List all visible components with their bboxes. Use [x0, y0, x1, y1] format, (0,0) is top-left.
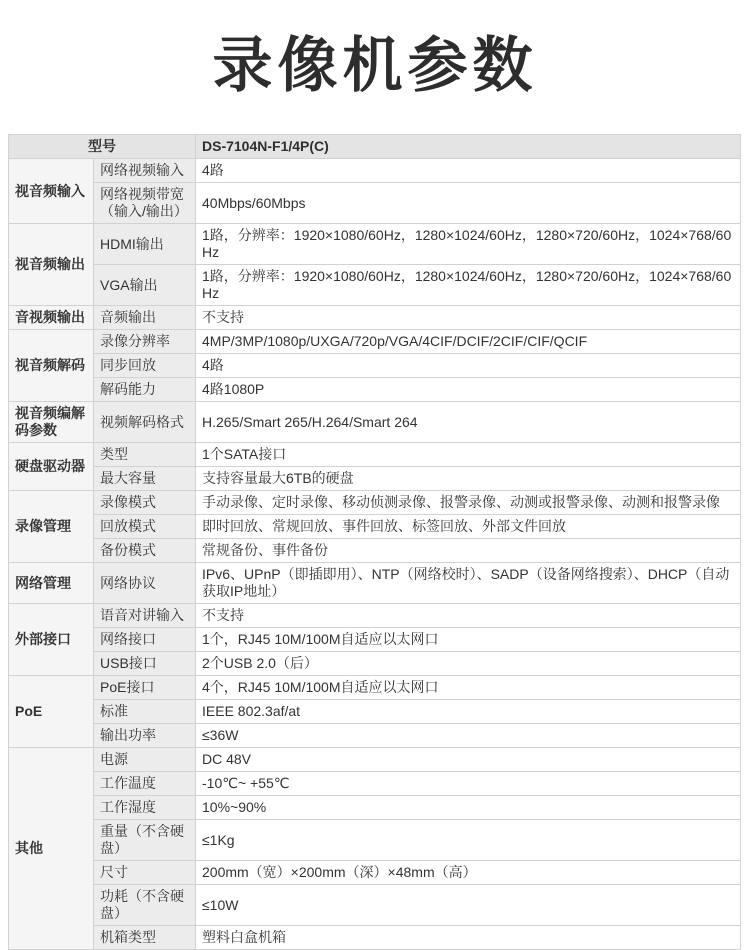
model-label: 型号 — [9, 135, 196, 159]
param-value: ≤10W — [196, 885, 741, 926]
param-label: 网络视频输入 — [94, 159, 196, 183]
table-row — [9, 796, 741, 820]
param-value: 40Mbps/60Mbps — [196, 183, 741, 224]
table-row — [9, 265, 741, 306]
table-row — [9, 628, 741, 652]
param-value: IEEE 802.3af/at — [196, 700, 741, 724]
table-row — [9, 926, 741, 950]
param-label: PoE接口 — [94, 676, 196, 700]
param-label: 最大容量 — [94, 467, 196, 491]
table-row — [9, 563, 741, 604]
param-label: 网络接口 — [94, 628, 196, 652]
table-row — [9, 159, 741, 183]
model-value: DS-7104N-F1/4P(C) — [196, 135, 741, 159]
param-label: 解码能力 — [94, 378, 196, 402]
param-value: IPv6、UPnP（即插即用）、NTP（网络校时）、SADP（设备网络搜索）、DHCP（自动获取IP地址） — [196, 563, 741, 604]
param-value: 10%~90% — [196, 796, 741, 820]
param-label: 尺寸 — [94, 861, 196, 885]
spec-table — [8, 134, 741, 950]
page-title: 录像机参数 — [212, 32, 538, 99]
param-label: 输出功率 — [94, 724, 196, 748]
param-value: 200mm（宽）×200mm（深）×48mm（高） — [196, 861, 741, 885]
table-row — [9, 652, 741, 676]
param-value: H.265/Smart 265/H.264/Smart 264 — [196, 402, 741, 443]
table-row — [9, 515, 741, 539]
param-value: 不支持 — [196, 306, 741, 330]
param-label: HDMI输出 — [94, 224, 196, 265]
param-label: 机箱类型 — [94, 926, 196, 950]
param-value: ≤1Kg — [196, 820, 741, 861]
table-row — [9, 378, 741, 402]
param-value: 4路 — [196, 354, 741, 378]
group-label: 视音频编解码参数 — [9, 402, 94, 443]
param-label: 工作温度 — [94, 772, 196, 796]
group-label: 视音频输出 — [9, 224, 94, 306]
param-value: 即时回放、常规回放、事件回放、标签回放、外部文件回放 — [196, 515, 741, 539]
param-value: 手动录像、定时录像、移动侦测录像、报警录像、动测或报警录像、动测和报警录像 — [196, 491, 741, 515]
table-row — [9, 820, 741, 861]
param-value: ≤36W — [196, 724, 741, 748]
table-row — [9, 135, 741, 159]
param-value: -10℃~ +55℃ — [196, 772, 741, 796]
table-row — [9, 467, 741, 491]
group-label: 视音频输入 — [9, 159, 94, 224]
param-label: 回放模式 — [94, 515, 196, 539]
param-label: 音频输出 — [94, 306, 196, 330]
param-value: 常规备份、事件备份 — [196, 539, 741, 563]
group-label: 网络管理 — [9, 563, 94, 604]
param-value: 4路 — [196, 159, 741, 183]
param-value: 1个，RJ45 10M/100M自适应以太网口 — [196, 628, 741, 652]
table-row — [9, 443, 741, 467]
param-value: 1路，分辨率：1920×1080/60Hz，1280×1024/60Hz，1280×720/60Hz，1024×768/60Hz — [196, 265, 741, 306]
group-label: 音视频输出 — [9, 306, 94, 330]
group-label: 外部接口 — [9, 604, 94, 676]
param-value: 4路1080P — [196, 378, 741, 402]
table-row — [9, 724, 741, 748]
param-value: 4个，RJ45 10M/100M自适应以太网口 — [196, 676, 741, 700]
table-row — [9, 885, 741, 926]
param-value: 支持容量最大6TB的硬盘 — [196, 467, 741, 491]
table-row — [9, 539, 741, 563]
param-label: 网络协议 — [94, 563, 196, 604]
param-label: 类型 — [94, 443, 196, 467]
param-label: 网络视频带宽（输入/输出） — [94, 183, 196, 224]
param-value: 1个SATA接口 — [196, 443, 741, 467]
param-value: 不支持 — [196, 604, 741, 628]
param-value: 2个USB 2.0（后） — [196, 652, 741, 676]
group-label: 其他 — [9, 748, 94, 950]
table-row — [9, 700, 741, 724]
table-row — [9, 354, 741, 378]
table-row — [9, 604, 741, 628]
param-label: 电源 — [94, 748, 196, 772]
table-row — [9, 402, 741, 443]
param-label: 重量（不含硬盘） — [94, 820, 196, 861]
table-row — [9, 861, 741, 885]
group-label: 录像管理 — [9, 491, 94, 563]
param-label: 备份模式 — [94, 539, 196, 563]
table-row — [9, 491, 741, 515]
param-value: 1路，分辨率：1920×1080/60Hz，1280×1024/60Hz，1280×720/60Hz，1024×768/60Hz — [196, 224, 741, 265]
table-row — [9, 748, 741, 772]
table-row — [9, 676, 741, 700]
param-label: 功耗（不含硬盘） — [94, 885, 196, 926]
param-label: VGA输出 — [94, 265, 196, 306]
param-label: 工作湿度 — [94, 796, 196, 820]
param-label: 视频解码格式 — [94, 402, 196, 443]
group-label: PoE — [9, 676, 94, 748]
param-label: 同步回放 — [94, 354, 196, 378]
param-label: USB接口 — [94, 652, 196, 676]
table-row — [9, 183, 741, 224]
table-row — [9, 224, 741, 265]
param-label: 录像模式 — [94, 491, 196, 515]
param-label: 标准 — [94, 700, 196, 724]
param-label: 语音对讲输入 — [94, 604, 196, 628]
table-row — [9, 330, 741, 354]
table-row — [9, 306, 741, 330]
param-value: 塑料白盒机箱 — [196, 926, 741, 950]
table-row — [9, 772, 741, 796]
param-label: 录像分辨率 — [94, 330, 196, 354]
param-value: 4MP/3MP/1080p/UXGA/720p/VGA/4CIF/DCIF/2CIF/CIF/QCIF — [196, 330, 741, 354]
group-label: 硬盘驱动器 — [9, 443, 94, 491]
param-value: DC 48V — [196, 748, 741, 772]
group-label: 视音频解码 — [9, 330, 94, 402]
